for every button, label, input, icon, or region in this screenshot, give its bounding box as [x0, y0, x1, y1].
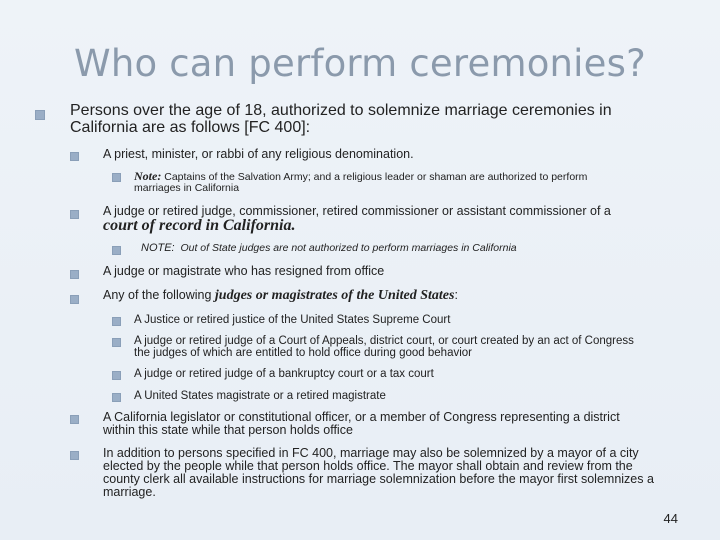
bullet-icon	[70, 451, 79, 460]
item-mayor-line-4: marriage.	[103, 485, 156, 500]
note-salvation-army	[134, 170, 587, 194]
bullet-icon	[112, 393, 121, 402]
intro-line-1: Persons over the age of 18, authorized to solemnize marriage ceremonies in	[70, 102, 612, 119]
bullet-icon	[70, 295, 79, 304]
bullet-icon	[70, 152, 79, 161]
item-mayor-line-3: county clerk all available instructions for marriage solemnization before the mayor first solemnizes a	[103, 472, 654, 487]
note-text-1: Captains of the Salvation Army; and a religious leader or shaman are authorized to perform	[164, 171, 588, 183]
bullet-icon	[112, 246, 121, 255]
item-us-prefix: Any of the following	[103, 288, 212, 302]
note-out-of-state	[141, 243, 517, 255]
us-item-appeals-line-2: the judges of which are entitled to hold office during good behavior	[134, 347, 472, 360]
item-us-emph: judges or magistrates of the United States	[214, 288, 455, 303]
item-legislator	[103, 411, 620, 437]
item-legislator-line-1: A California legislator or constitutional officer, or a member of Congress representing a district	[103, 410, 620, 424]
bullet-icon	[112, 371, 121, 380]
intro-line-2: California are as follows [FC 400]:	[70, 118, 311, 136]
us-item-appeals-line-1: A judge or retired judge of a Court of Appeals, district court, or court created by an act of Congress	[134, 335, 634, 347]
bullet-icon	[112, 317, 121, 326]
intro-text	[70, 103, 612, 137]
item-resigned: A judge or magistrate who has resigned from office	[103, 264, 385, 278]
item-mayor-line-2: elected by the people while that person holds office. The mayor shall obtain and review from the	[103, 459, 633, 474]
bullet-icon	[112, 338, 121, 347]
note-line-2: marriages in California	[134, 182, 240, 195]
bullet-icon	[112, 173, 121, 182]
item-judge	[103, 205, 611, 235]
page-number: 44	[663, 511, 678, 526]
item-judge-line-2: court of record in California.	[103, 217, 296, 235]
item-us-judges	[103, 289, 458, 304]
item-legislator-line-2: within this state while that person holds office	[103, 423, 353, 438]
us-item-appeals	[134, 335, 634, 359]
us-item-supreme: A Justice or retired justice of the United States Supreme Court	[134, 314, 451, 326]
item-judge-line-1: A judge or retired judge, commissioner, retired commissioner or assistant commissioner of a	[103, 204, 611, 218]
item-mayor	[103, 447, 654, 500]
item-priest: A priest, minister, or rabbi of any religious denomination.	[103, 147, 414, 161]
slide-title: Who can perform ceremonies?	[74, 42, 646, 85]
bullet-icon	[35, 110, 45, 120]
note-label: Note:	[134, 169, 162, 183]
bullet-icon	[70, 210, 79, 219]
bullet-icon	[70, 270, 79, 279]
item-us-suffix: :	[454, 288, 458, 302]
us-item-magistrate: A United States magistrate or a retired magistrate	[134, 390, 386, 402]
item-mayor-line-1: In addition to persons specified in FC 400, marriage may also be solemnized by a mayor of a city	[103, 446, 639, 460]
bullet-icon	[70, 415, 79, 424]
us-item-bankruptcy: A judge or retired judge of a bankruptcy court or a tax court	[134, 368, 434, 380]
note2-text: Out of State judges are not authorized to perform marriages in California	[180, 242, 517, 254]
note2-label: NOTE:	[141, 242, 175, 254]
